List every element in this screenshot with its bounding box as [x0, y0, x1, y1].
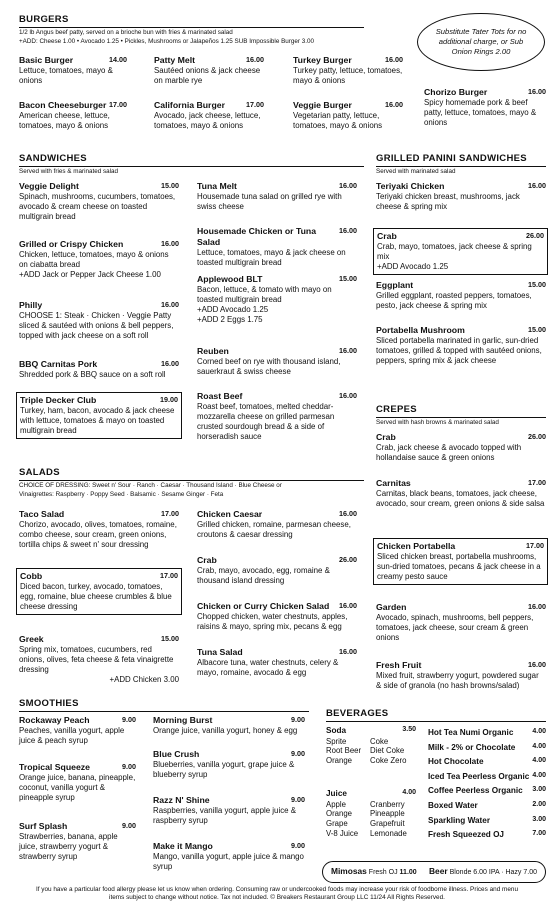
- item-name: Tuna Salad: [197, 647, 243, 657]
- item-description: Avocado, spinach, mushrooms, bell peppers, tomatoes, jack cheese, sour cream & green onions: [376, 612, 534, 643]
- mimosas-beer-box: [322, 861, 546, 883]
- item-name: Crab: [197, 555, 217, 565]
- item-price: 16.00: [528, 602, 546, 611]
- juice-group: [326, 789, 416, 839]
- soda-option: Coke: [370, 736, 389, 746]
- item-price: 16.00: [339, 601, 357, 610]
- item-description: Chorizo, avocado, olives, tomatoes, romaine, combo cheese, sour cream, green onions, tortilla chips & sweet n' sour dressing: [19, 519, 177, 550]
- menu-item: [19, 239, 179, 280]
- menu-item: [197, 555, 357, 586]
- beverage-price: 7.00: [532, 830, 546, 838]
- menu-item: [197, 346, 357, 377]
- item-name: Teriyaki Chicken: [376, 181, 445, 191]
- item-description: Spring mix, tomatoes, cucumbers, red onions, olives, feta cheese & feta vinaigrette dressing: [19, 644, 174, 675]
- beer-label: Beer: [428, 866, 448, 877]
- item-price: 9.00: [291, 795, 305, 804]
- item-price: 16.00: [339, 509, 357, 518]
- menu-item: [197, 274, 357, 325]
- item-price: 15.00: [528, 280, 546, 289]
- item-description: Teriyaki chicken breast, mushrooms, jack cheese & spring mix: [376, 191, 520, 211]
- item-name: Bacon Cheeseburger: [19, 100, 107, 110]
- item-description: Roast beef, tomatoes, melted cheddar-mozzarella cheese on grilled parmesan crusted sourdough bread & a side of horseradish sauce: [197, 401, 335, 442]
- item-name: Housemade Chicken or Tuna Salad: [197, 226, 317, 247]
- section-title-salads: SALADS: [19, 467, 364, 481]
- menu-item: [19, 181, 179, 222]
- menu-item-boxed: [16, 392, 182, 439]
- item-description: Orange juice, vanilla yogurt, honey & egg: [153, 725, 298, 735]
- item-price: 17.00: [160, 571, 178, 580]
- section-title-smoothies: SMOOTHIES: [19, 698, 309, 712]
- beverage-price: 3.00: [532, 786, 546, 794]
- item-price: 16.00: [339, 647, 357, 656]
- item-description: Shredded pork & BBQ sauce on a soft roll: [19, 369, 166, 379]
- item-description: Raspberries, vanilla yogurt, apple juice & raspberry syrup: [153, 805, 296, 825]
- item-description: Housemade tuna salad on grilled rye with swiss cheese: [197, 191, 342, 211]
- item-price: 14.00: [109, 55, 127, 64]
- item-name: Morning Burst: [153, 715, 213, 725]
- beverage-price: 4.00: [532, 771, 546, 779]
- item-price: 16.00: [161, 239, 179, 248]
- item-description: Orange juice, banana, pineapple, coconut, vanilla yogurt & pineapple syrup: [19, 772, 136, 803]
- soda-price: 3.50: [402, 726, 416, 733]
- item-name: Veggie Delight: [19, 181, 79, 191]
- menu-item: [197, 509, 357, 540]
- section-title-sandwiches: SANDWICHES: [19, 153, 364, 167]
- menu-item: [197, 601, 357, 632]
- item-price: 26.00: [526, 231, 544, 240]
- footer-line: items subject to change without notice. Tax not included. © Breakers Restaurant Group LLC 11/24 All Rights Reserved.: [109, 894, 445, 902]
- item-description: Corned beef on rye with thousand island, sauerkraut & swiss cheese: [197, 356, 341, 376]
- menu-item: [293, 55, 403, 86]
- menu-item: [293, 100, 403, 131]
- menu-item: [197, 226, 357, 268]
- item-description: Strawberries, banana, apple juice, strawberry yogurt & strawberry syrup: [19, 831, 118, 862]
- burgers-addons: +ADD: Cheese 1.00 • Avocado 1.25 • Pickles, Mushrooms or Jalapeños 1.25 SUB Impossible Burger 3.00: [19, 38, 314, 45]
- item-description: Turkey patty, lettuce, tomatoes, mayo & onions: [293, 65, 403, 85]
- item-name: Razz N' Shine: [153, 795, 210, 805]
- burgers-note: 1/2 lb Angus beef patty, served on a brioche bun with fries & marinated salad: [19, 29, 233, 36]
- beverage-name: Coffee Peerless Organic: [428, 786, 523, 796]
- menu-item: [19, 821, 136, 862]
- soda-option: Diet Coke: [370, 746, 405, 756]
- item-price: 26.00: [528, 432, 546, 441]
- crepes-note: Served with hash browns & marinated salad: [376, 419, 499, 426]
- item-description: Crab, mayo, tomatoes, jack cheese & spring mix: [377, 241, 532, 261]
- item-name: Make it Mango: [153, 841, 213, 851]
- item-price: 15.00: [339, 274, 357, 283]
- item-price: 9.00: [291, 749, 305, 758]
- item-name: Chicken Caesar: [197, 509, 263, 519]
- item-description: CHOOSE 1: Steak · Chicken · Veggie Patty sliced & sautéed with onions & bell peppers, topped with jack cheese on a soft roll: [19, 310, 174, 341]
- item-price: 16.00: [339, 346, 357, 355]
- item-description: Chicken, lettuce, tomatoes, mayo & onions on ciabatta bread: [19, 249, 169, 269]
- menu-item: [153, 715, 305, 736]
- item-name: Chorizo Burger: [424, 87, 488, 97]
- item-name: Portabella Mushroom: [376, 325, 465, 335]
- menu-item: [197, 181, 357, 212]
- footer-line: If you have a particular food allergy please let us know when ordering. Consuming raw or undercooked foods may increase your risk of foodborne illness. Prices and menu: [35, 886, 519, 893]
- menu-item: [19, 762, 136, 803]
- item-name: Patty Melt: [154, 55, 196, 65]
- item-price: 17.00: [526, 541, 544, 550]
- item-description: Spicy homemade pork & beef patty, lettuce, tomatoes, mayo & onions: [424, 97, 537, 128]
- menu-item: [376, 432, 546, 463]
- juice-option: Apple: [326, 799, 346, 809]
- item-name: Roast Beef: [197, 391, 243, 401]
- menu-item: [376, 325, 546, 366]
- menu-item: [19, 359, 179, 380]
- item-price: 17.00: [109, 100, 127, 109]
- beverage-price: 4.00: [532, 742, 546, 750]
- item-name: Chicken Portabella: [377, 541, 456, 551]
- mimosas-price: 11.00: [399, 869, 417, 877]
- item-price: 9.00: [291, 715, 305, 724]
- beverage-name: Fresh Squeezed OJ: [428, 830, 504, 840]
- item-description: Diced bacon, turkey, avocado, tomatoes, egg, romaine, blue cheese crumbles & blue cheese dressing: [20, 581, 172, 612]
- section-title-beverages: BEVERAGES: [326, 708, 546, 722]
- item-name: Rockaway Peach: [19, 715, 90, 725]
- item-description: Grilled chicken, romaine, parmesan cheese, croutons & caesar dressing: [197, 519, 351, 539]
- item-name: Blue Crush: [153, 749, 200, 759]
- soda-option: Coke Zero: [370, 756, 407, 766]
- item-addon: +ADD 2 Eggs 1.75: [197, 315, 263, 325]
- item-price: 16.00: [161, 300, 179, 309]
- item-price: 15.00: [528, 325, 546, 334]
- item-description: Sautéed onions & jack cheese on marble rye: [154, 65, 261, 85]
- item-name: Turkey Burger: [293, 55, 352, 65]
- item-name: Cobb: [20, 571, 43, 581]
- soda-label: Soda: [326, 726, 347, 735]
- item-name: Greek: [19, 634, 44, 644]
- item-name: Tropical Squeeze: [19, 762, 90, 772]
- item-price: 16.00: [528, 87, 546, 96]
- section-title-panini: GRILLED PANINI SANDWICHES: [376, 153, 546, 167]
- item-price: 16.00: [385, 100, 403, 109]
- menu-item: [424, 87, 546, 128]
- item-name: Tuna Melt: [197, 181, 237, 191]
- item-price: 16.00: [385, 55, 403, 64]
- item-price: 16.00: [339, 181, 357, 190]
- juice-option: Orange: [326, 809, 353, 819]
- item-addon: +ADD Avocado 1.25: [377, 262, 449, 272]
- soda-option: Orange: [326, 756, 353, 766]
- salads-dressing-note: CHOICE OF DRESSING: Sweet n' Sour · Ranch · Caesar · Thousand Island · Blue Cheese or: [19, 482, 282, 489]
- item-description: Spinach, mushrooms, cucumbers, tomatoes, avocado & cream cheese on toasted multigrain bread: [19, 191, 176, 222]
- footer-disclaimer: [8, 886, 546, 903]
- beverage-name: Sparkling Water: [428, 815, 491, 825]
- item-addon: +ADD Jack or Pepper Jack Cheese 1.00: [19, 270, 161, 280]
- mimosas-label: Mimosas: [331, 866, 367, 877]
- item-price: 26.00: [339, 555, 357, 564]
- beverage-name: Hot Chocolate: [428, 757, 484, 767]
- juice-option: Cranberry: [370, 799, 405, 809]
- item-price: 15.00: [161, 634, 179, 643]
- item-description: Carnitas, black beans, tomatoes, jack cheese, avocado, sour cream, green onions & side salsa: [376, 488, 545, 508]
- item-name: Taco Salad: [19, 509, 65, 519]
- item-price: 16.00: [339, 391, 357, 400]
- item-description: Mixed fruit, strawberry yogurt, powdered sugar & side of granola (no hash browns/salad): [376, 670, 539, 690]
- item-price: 19.00: [160, 395, 178, 404]
- item-description: Avocado, jack cheese, lettuce, tomatoes, mayo & onions: [154, 110, 261, 130]
- item-name: Reuben: [197, 346, 229, 356]
- menu-item-boxed: [373, 228, 548, 275]
- menu-item: [197, 647, 357, 678]
- juice-option: Lemonade: [370, 829, 407, 839]
- section-title-crepes: CREPES: [376, 404, 546, 418]
- item-description: Sliced portabella marinated in garlic, sun-dried tomatoes, grilled & topped with sautéed onions, peppers, spring mix & jack cheese: [376, 335, 542, 366]
- item-price: 17.00: [528, 478, 546, 487]
- item-description: Crab, jack cheese & avocado topped with hollandaise sauce & green onions: [376, 442, 522, 462]
- menu-item: [197, 391, 357, 442]
- item-addon: +ADD Avocado 1.25: [197, 305, 269, 315]
- item-price: 9.00: [291, 841, 305, 850]
- item-description: Turkey, ham, bacon, avocado & jack cheese with lettuce, tomatoes & mayo on toasted multigrain bread: [20, 405, 175, 436]
- item-price: 16.00: [246, 55, 264, 64]
- item-description: Lettuce, tomatoes, mayo & jack cheese on toasted multigrain bread: [197, 247, 346, 267]
- juice-option: Grape: [326, 819, 348, 829]
- menu-item: [153, 795, 305, 826]
- item-name: Chicken or Curry Chicken Salad: [197, 601, 330, 611]
- menu-item: [19, 300, 179, 341]
- panini-note: Served with marinated salad: [376, 168, 456, 175]
- item-description: Albacore tuna, water chestnuts, celery & mayo, romaine, avocado & egg: [197, 657, 339, 677]
- menu-item: [19, 509, 179, 550]
- menu-item: [19, 715, 136, 746]
- menu-item: [19, 55, 127, 86]
- item-price: 9.00: [122, 821, 136, 830]
- item-price: 16.00: [339, 226, 357, 235]
- beverage-price: 4.00: [532, 728, 546, 735]
- item-price: 15.00: [161, 181, 179, 190]
- soda-group: [326, 726, 416, 766]
- item-name: Basic Burger: [19, 55, 74, 65]
- menu-item-boxed: [373, 538, 548, 585]
- item-price: 17.00: [161, 509, 179, 518]
- item-name: Surf Splash: [19, 821, 68, 831]
- item-price: 9.00: [122, 762, 136, 771]
- sandwiches-note: Served with fries & marinated salad: [19, 168, 119, 175]
- menu-item: [154, 55, 264, 86]
- item-description: Lettuce, tomatoes, mayo & onions: [19, 65, 113, 85]
- item-name: Crab: [376, 432, 396, 442]
- item-description: Mango, vanilla yogurt, apple juice & mango syrup: [153, 851, 304, 871]
- soda-option: Sprite: [326, 736, 347, 746]
- menu-item: [376, 280, 546, 311]
- item-description: Sliced chicken breast, portabella mushrooms, sun-dried tomatoes, pecans & jack cheese in a creamy pesto sauce: [377, 551, 541, 582]
- item-price: 17.00: [246, 100, 264, 109]
- menu-item: [376, 181, 546, 212]
- menu-item: [19, 100, 127, 131]
- item-name: Crab: [377, 231, 397, 241]
- juice-option: V-8 Juice: [326, 829, 359, 839]
- menu-item: [153, 841, 305, 872]
- item-name: California Burger: [154, 100, 225, 110]
- juice-price: 4.00: [402, 789, 416, 796]
- beverage-price: 2.00: [532, 800, 546, 808]
- juice-option: Pineapple: [370, 809, 405, 819]
- item-price: 16.00: [528, 660, 546, 669]
- beverage-price: 4.00: [532, 757, 546, 765]
- menu-item: [153, 749, 305, 780]
- menu-item: [376, 478, 546, 509]
- menu-item: [376, 660, 546, 691]
- item-description: Grilled eggplant, roasted peppers, tomatoes, pesto, jack cheese & spring mix: [376, 290, 532, 310]
- item-description: American cheese, lettuce, tomatoes, mayo & onions: [19, 110, 110, 130]
- item-name: Eggplant: [376, 280, 414, 290]
- item-description: Blueberries, vanilla yogurt, grape juice & blueberry syrup: [153, 759, 295, 779]
- item-name: Fresh Fruit: [376, 660, 422, 670]
- item-price: 16.00: [161, 359, 179, 368]
- other-beverages: [428, 726, 546, 843]
- salads-vinaigrette-note: Vinaigrettes: Raspberry · Poppy Seed · Balsamic · Sesame Ginger · Feta: [19, 491, 224, 498]
- beverage-name: Iced Tea Peerless Organic: [428, 771, 530, 781]
- item-name: Garden: [376, 602, 407, 612]
- item-name: BBQ Carnitas Pork: [19, 359, 98, 369]
- section-title-burgers: BURGERS: [19, 14, 364, 28]
- beverage-name: Milk - 2% or Chocolate: [428, 742, 516, 752]
- menu-item: [154, 100, 264, 131]
- item-name: Triple Decker Club: [20, 395, 97, 405]
- substitute-callout: Substitute Tater Tots for no additional charge, or Sub Onion Rings 2.00: [417, 13, 545, 71]
- beverage-name: Hot Tea Numi Organic: [428, 728, 514, 737]
- beverage-name: Boxed Water: [428, 800, 478, 810]
- item-name: Applewood BLT: [197, 274, 263, 284]
- mimosas-detail: Fresh OJ: [368, 869, 398, 877]
- item-name: Veggie Burger: [293, 100, 352, 110]
- menu-item: [376, 602, 546, 643]
- item-description: Peaches, vanilla yogurt, apple juice & peach syrup: [19, 725, 125, 745]
- item-description: Chopped chicken, water chestnuts, apples, raisins & mayo, spring mix, pecans & egg: [197, 611, 348, 631]
- juice-option: Grapefruit: [370, 819, 405, 829]
- menu-item: [19, 634, 179, 685]
- item-name: Carnitas: [376, 478, 411, 488]
- beer-detail: Blonde 6.00 IPA · Hazy 7.00: [449, 869, 537, 877]
- item-name: Grilled or Crispy Chicken: [19, 239, 124, 249]
- beverage-price: 3.00: [532, 815, 546, 823]
- item-price: 16.00: [528, 181, 546, 190]
- item-description: Bacon, lettuce, & tomato with mayo on toasted multigrain bread: [197, 284, 332, 304]
- menu-item-boxed: [16, 568, 182, 615]
- juice-label: Juice: [326, 789, 347, 798]
- item-price: 9.00: [122, 715, 136, 724]
- item-description: Vegetarian patty, lettuce, tomatoes, mayo & onions: [293, 110, 383, 130]
- soda-option: Root Beer: [326, 746, 362, 756]
- item-name: Philly: [19, 300, 43, 310]
- item-addon: +ADD Chicken 3.00: [109, 675, 179, 685]
- item-description: Crab, mayo, avocado, egg, romaine & thousand island dressing: [197, 565, 330, 585]
